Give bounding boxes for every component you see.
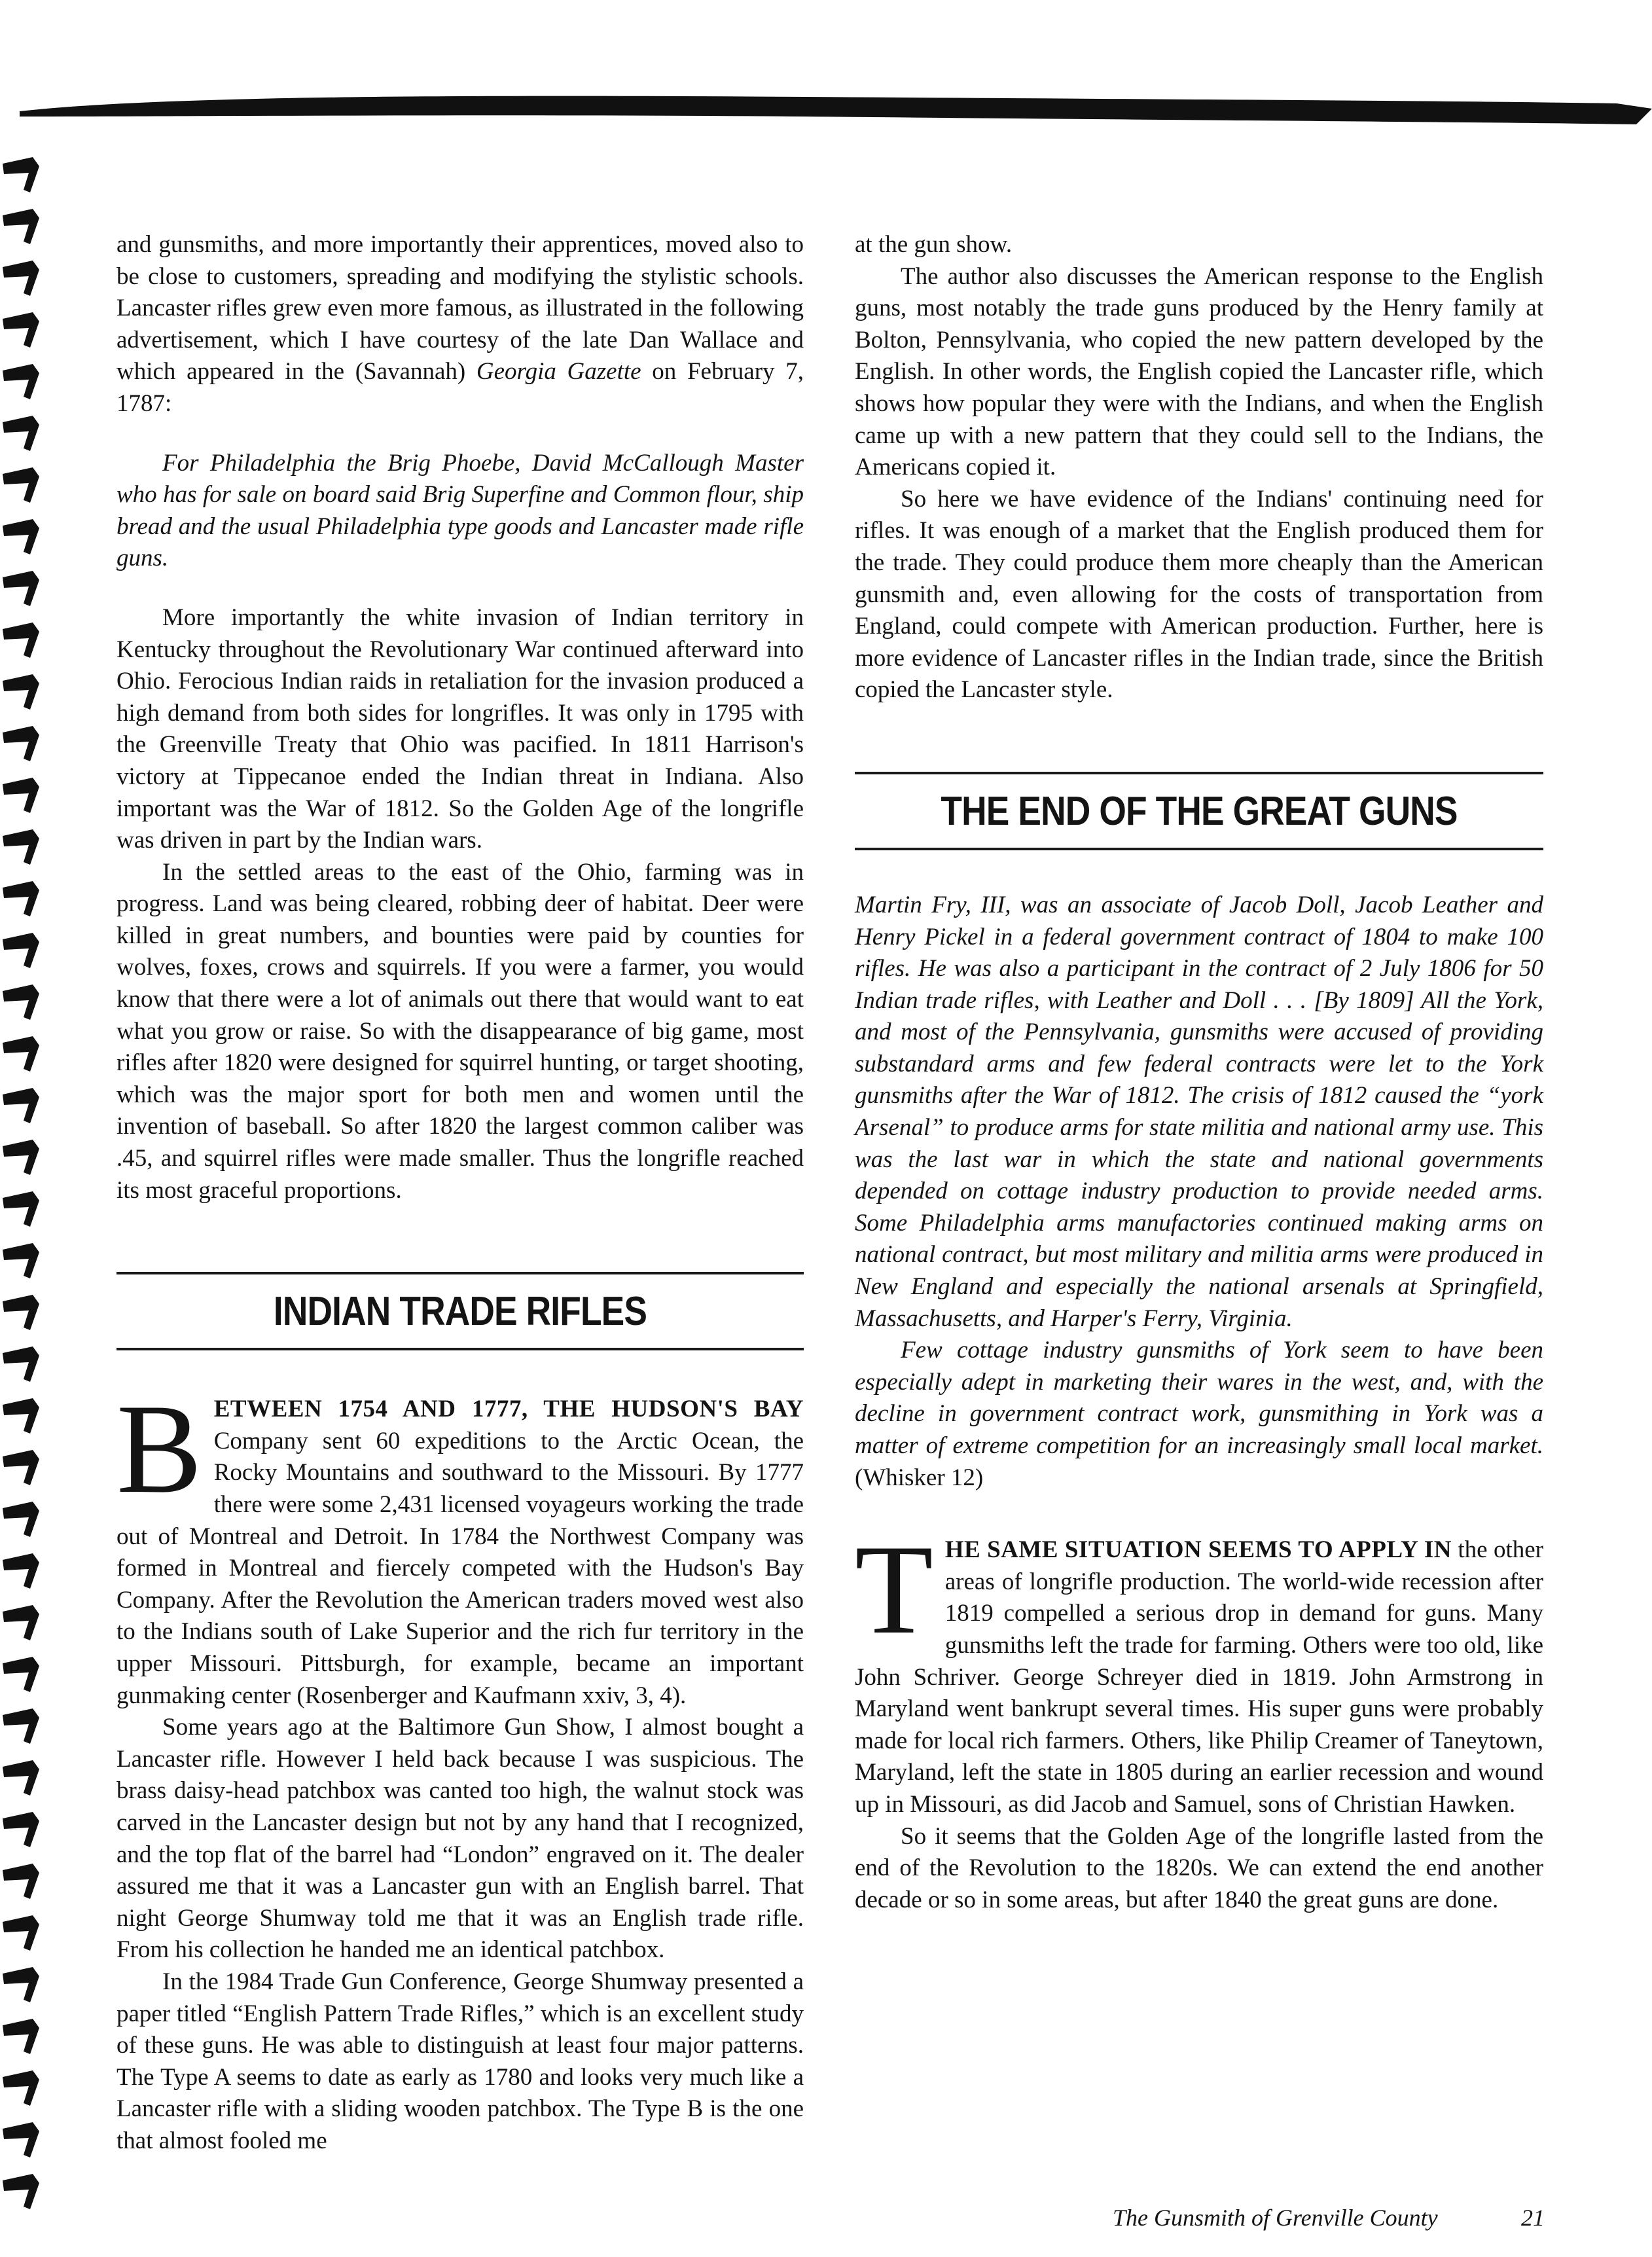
binding-hook-mark	[3, 829, 39, 865]
paragraph: The author also discusses the American response to the English guns, most notably the trade guns produced by the Henry family at Bolton, Pennsylvania, who copied the new pattern developed by the English. In other words, the English copied the Lancaster rifle, which shows how popular they were with the Indians, and when the English came up with a new pattern that they could sell to the Indians, the Americans copied it.	[855, 262, 1543, 481]
binding-hook-mark	[3, 726, 39, 761]
binding-hook-mark	[3, 2122, 39, 2158]
binding-hook-mark	[3, 674, 39, 710]
paragraph	[855, 1519, 1543, 1820]
binding-hook-mark	[3, 2019, 39, 2054]
heading-rule-bottom	[855, 848, 1543, 850]
paragraph: So it seems that the Golden Age of the longrifle lasted from the end of the Revolution to the 1820s. We can extend the end another decade or so in some areas, but after 1840 the great guns are done.	[855, 1822, 1543, 1913]
binding-hook-mark	[3, 881, 39, 916]
binding-hook-mark	[3, 623, 39, 658]
paragraph: at the gun show.	[855, 231, 1013, 258]
spiral-binding-marks	[0, 151, 46, 2232]
page-number: 21	[1521, 2205, 1545, 2231]
binding-hook-mark	[3, 984, 39, 1020]
binding-hook-mark	[3, 1346, 39, 1382]
top-brush-rule	[20, 71, 1652, 149]
binding-hook-mark	[3, 1450, 39, 1485]
binding-hook-mark	[3, 157, 39, 192]
binding-hook-mark	[3, 312, 39, 348]
binding-hook-mark	[3, 1140, 39, 1175]
margin-specks	[1627, 419, 1631, 517]
advertisement-quote: For Philadelphia the Brig Phoebe, David McCallough Master who has for sale on board said Brig Superfine and Common flour, ship bread and the usual Philadelphia type goods and Lancaster made rifle guns.	[117, 449, 804, 572]
binding-hook-mark	[3, 571, 39, 606]
binding-hook-mark	[3, 2070, 39, 2106]
binding-hook-mark	[3, 1864, 39, 1899]
section-heading: INDIAN TRADE RIFLES	[273, 1289, 647, 1335]
binding-hook-mark	[3, 261, 39, 296]
citation: (Whisker 12)	[855, 1464, 984, 1491]
text-run: the other areas of longrifle production. The world-wide recession after 1819 compelled a serious drop in demand for guns. Many gunsmiths left the trade for farming. Others were too old, like John Schriver. George Schreyer died in 1819. John Armstrong in Maryland went bankrupt several times. His super guns were probably made for local rich farmers. Others, like Philip Creamer of Taneytown, Maryland, left the state in 1805 during an earlier recession and wound up in Missouri, as did Jacob and Samuel, sons of Christian Hawken.	[855, 1536, 1543, 1818]
running-title: The Gunsmith of Grenville County	[1113, 2205, 1438, 2231]
paragraph: In the settled areas to the east of the Ohio, farming was in progress. Land was being cleared, robbing deer of habitat. Deer were killed in great numbers, and bounties were paid by counties for wolves, foxes, crows and squirrels. If you were a farmer, you would know that there were a lot of animals out there that would want to eat what you grow or raise. So with the disappearance of big game, most rifles after 1820 were designed for squirrel hunting, or target shooting, which was the major sport for both men and women until the invention of baseball. So after 1820 the largest common caliber was .45, and squirrel rifles were made smaller. Thus the longrifle reached its most graceful proportions.	[117, 858, 804, 1204]
binding-hook-mark	[3, 1036, 39, 1072]
binding-hook-mark	[3, 778, 39, 813]
binding-hook-mark	[3, 1967, 39, 2002]
lead-in-caps: ETWEEN 1754 AND 1777, THE HUDSON'S BAY	[213, 1396, 804, 1423]
binding-hook-mark	[3, 519, 39, 554]
right-column	[855, 229, 1543, 1916]
section-heading-block	[117, 1272, 804, 1350]
paragraph	[117, 229, 804, 420]
heading-rule-bottom	[117, 1348, 804, 1350]
binding-hook-mark	[3, 1657, 39, 1692]
binding-hook-mark	[3, 467, 39, 503]
drop-cap: B	[117, 1378, 202, 1521]
text-run: Company sent 60 expeditions to the Arctic Ocean, the Rocky Mountains and southward to the Missouri. By 1777 there were some 2,431 licensed voyageurs working the trade out of Montreal and Detroit. In 1784 the Northwest Company was formed in Montreal and fiercely competed with the Hudson's Bay Company. After the Revolution the American traders moved west also to the Indians south of Lake Superior and the rich fur territory in the upper Missouri. Pittsburgh, for example, became an important gunmaking center (Rosenberger and Kaufmann xxiv, 3, 4).	[117, 1427, 804, 1709]
binding-hook-mark	[3, 1915, 39, 1951]
text-run: on February 7, 1787:	[117, 358, 804, 417]
binding-hook-mark	[3, 1398, 39, 1434]
paragraph	[117, 1378, 804, 1712]
binding-hook-mark	[3, 1295, 39, 1330]
text-run: Few cottage industry gunsmiths of York seem to have been especially adept in marketing their wares in the west, and, with the decline in government contract work, gunsmithing in York was a matter of extreme competition for an increasingly small local market.	[855, 1337, 1543, 1459]
binding-hook-mark	[3, 933, 39, 968]
section-heading: THE END OF THE GREAT GUNS	[941, 788, 1458, 834]
newspaper-title: Georgia Gazette	[476, 358, 641, 386]
binding-hook-mark	[3, 1191, 39, 1227]
text-run: and gunsmiths, and more importantly their apprentices, moved also to be close to customers, spreading and modifying the stylistic schools. Lancaster rifles grew even more famous, as illustrated in the following advertisement, which I have courtesy of the late Dan Wallace and which appeared in the (Savannah)	[117, 231, 804, 386]
binding-hook-mark	[3, 1760, 39, 1796]
binding-hook-mark	[3, 1243, 39, 1278]
binding-hook-mark	[3, 1502, 39, 1537]
binding-hook-mark	[3, 1708, 39, 1744]
paragraph: In the 1984 Trade Gun Conference, George Shumway presented a paper titled “English Pattern Trade Rifles,” which is an excellent study of these guns. He was able to distinguish at least four major patterns. The Type A seems to date as early as 1780 and looks very much like a Lancaster rifle with a sliding wooden patchbox. The Type B is the one that almost fooled me	[117, 1968, 804, 2154]
left-column	[117, 229, 804, 2157]
block-quote: Martin Fry, III, was an associate of Jacob Doll, Jacob Leather and Henry Pickel in a federal government contract of 1804 to make 100 rifles. He was also a participant in the contract of 2 July 1806 for 50 Indian trade rifles, with Leather and Doll . . . [By 1809] All the York, and most of the Pennsylvania, gunsmiths were accused of providing substandard arms and few federal contracts were let to the York gunsmiths after the War of 1812. The crisis of 1812 caused the “york Arsenal” to produce arms for state militia and national army use. This was the last war in which the state and national governments depended on cottage industry production to provide needed arms. Some Philadelphia arms manufactories continued making arms on national contract, but most military and militia arms were produced in New England and especially the national arsenals at Springfield, Massachusetts, and Harper's Ferry, Virginia.	[855, 891, 1543, 1332]
binding-hook-mark	[3, 2174, 39, 2209]
binding-hook-mark	[3, 1553, 39, 1589]
spacer	[855, 1494, 1543, 1534]
binding-hook-mark	[3, 1812, 39, 1847]
paragraph: Some years ago at the Baltimore Gun Show, I almost bought a Lancaster rifle. However I held back because I was suspicious. The brass daisy-head patchbox was canted too high, the walnut stock was carved in the Lancaster design but not by any hand that I recognized, and the top flat of the barrel had “London” engraved on it. The dealer assured me that it was a Lancaster gun with an English barrel. That night George Shumway told me that it was an English trade rifle. From his collection he handed me an identical patchbox.	[117, 1714, 804, 1964]
binding-hook-mark	[3, 416, 39, 451]
page-footer	[1113, 2203, 1545, 2232]
section-heading-block	[855, 772, 1543, 850]
binding-hook-mark	[3, 209, 39, 244]
paragraph: So here we have evidence of the Indians' continuing need for rifles. It was enough of a market that the English produced them for the trade. They could produce them more cheaply than the American gunsmith and, even allowing for the costs of transportation from England, could compete with American production. Further, here is more evidence of Lancaster rifles in the Indian trade, since the British copied the Lancaster style.	[855, 485, 1543, 704]
binding-hook-mark	[3, 1605, 39, 1640]
binding-hook-mark	[3, 1088, 39, 1123]
paragraph: More importantly the white invasion of Indian territory in Kentucky throughout the Revolutionary War continued afterward into Ohio. Ferocious Indian raids in retaliation for the invasion produced a high demand from both sides for longrifles. It was only in 1795 with the Greenville Treaty that Ohio was pacified. In 1811 Harrison's victory at Tippecanoe ended the Indian threat in Indiana. Also important was the War of 1812. So the Golden Age of the longrifle was driven in part by the Indian wars.	[117, 604, 804, 854]
binding-hook-mark	[3, 364, 39, 399]
drop-cap: T	[855, 1519, 933, 1661]
block-quote	[855, 1335, 1543, 1494]
lead-in-caps: HE SAME SITUATION SEEMS TO APPLY IN	[944, 1536, 1452, 1564]
